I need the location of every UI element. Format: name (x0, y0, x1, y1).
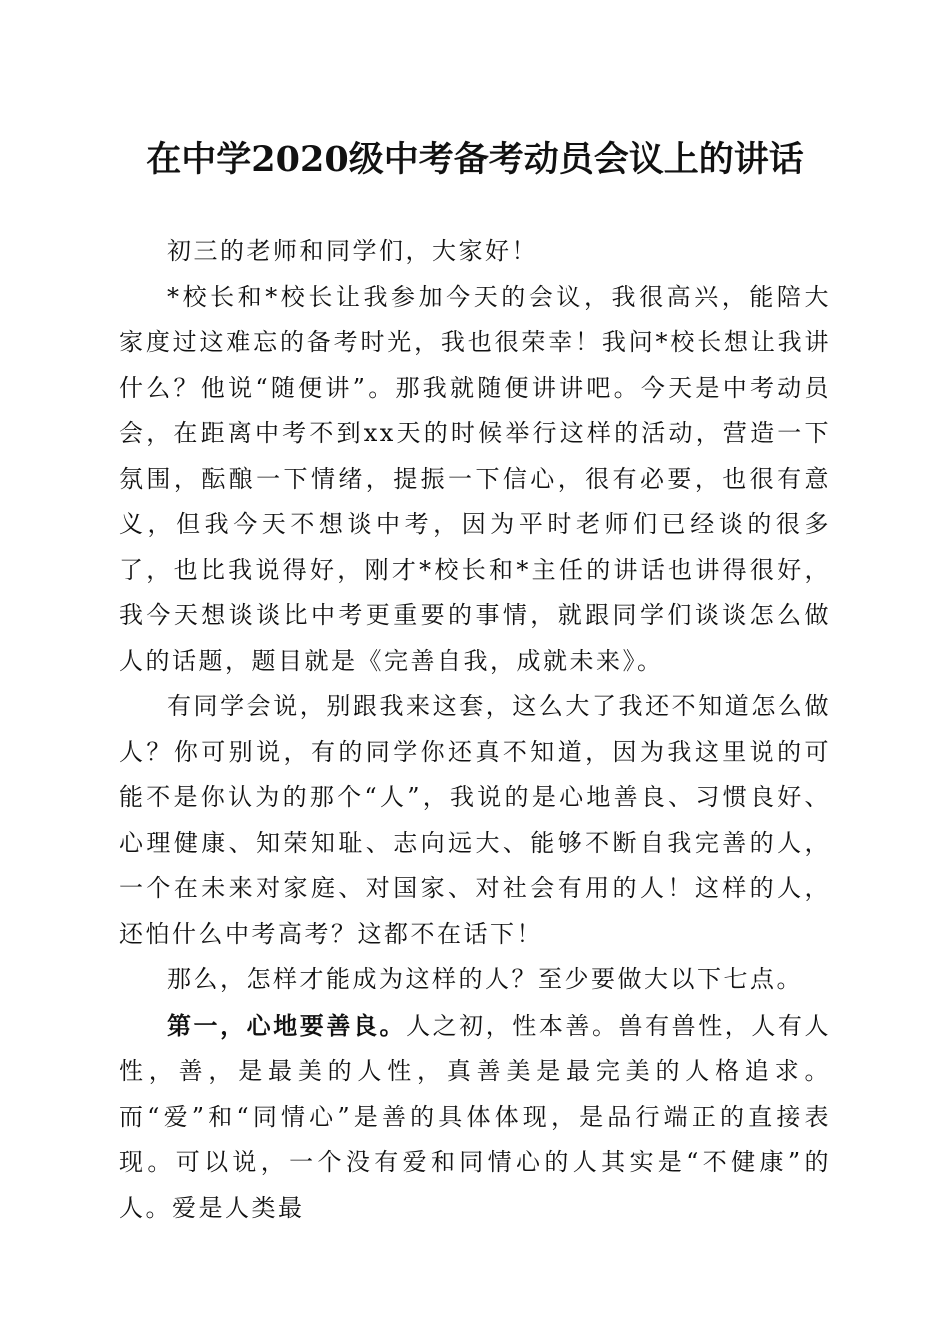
paragraph-what-is-a-person (119, 684, 831, 957)
paragraph-text: 人之初，性本善。兽有兽性，人有人性，善，是最美的人性，真善美是最完美的人格追求。而“爱”和“同情心”是善的具体体现，是品行端正的直接表现。可以说，一个没有爱和同情心的人其实是“不健康”的人。爱是人类最 (119, 1011, 831, 1222)
page-title: 在中学2020级中考备考动员会议上的讲话 (146, 139, 804, 180)
paragraph-text: 有同学会说，别跟我来这套，这么大了我还不知道怎么做人？你可别说，有的同学你还真不知道，因为我这里说的可能不是你认为的那个“人”，我说的是心地善良、习惯良好、心理健康、知荣知耻、志向远大、能够不断自我完善的人，一个在未来对家庭、对国家、对社会有用的人！这样的人，还怕什么中考高考？这都不在话下！ (119, 692, 831, 948)
document-body (119, 229, 831, 1231)
paragraph-greeting (119, 229, 831, 275)
paragraph-point-one (119, 1003, 831, 1232)
paragraph-text: 那么，怎样才能成为这样的人？至少要做大以下七点。 (167, 965, 803, 993)
paragraph-introduction (119, 275, 831, 685)
paragraph-seven-points (119, 957, 831, 1003)
paragraph-text: *校长和*校长让我参加今天的会议，我很高兴，能陪大家度过这难忘的备考时光，我也很荣幸！我问*校长想让我讲什么？他说“随便讲”。那我就随便讲讲吧。今天是中考动员会，在距离中考不到xx天的时候举行这样的活动，营造一下氛围，酝酿一下情绪，提振一下信心，很有必要，也很有意义，但我今天不想谈中考，因为平时老师们已经谈的很多了，也比我说得好，刚才*校长和*主任的讲话也讲得很好，我今天想谈谈比中考更重要的事情，就跟同学们谈谈怎么做人的话题，题目就是《完善自我，成就未来》。 (119, 282, 831, 675)
point-heading: 第一，心地要善良。 (167, 1010, 407, 1040)
paragraph-text: 初三的老师和同学们，大家好！ (167, 237, 538, 265)
